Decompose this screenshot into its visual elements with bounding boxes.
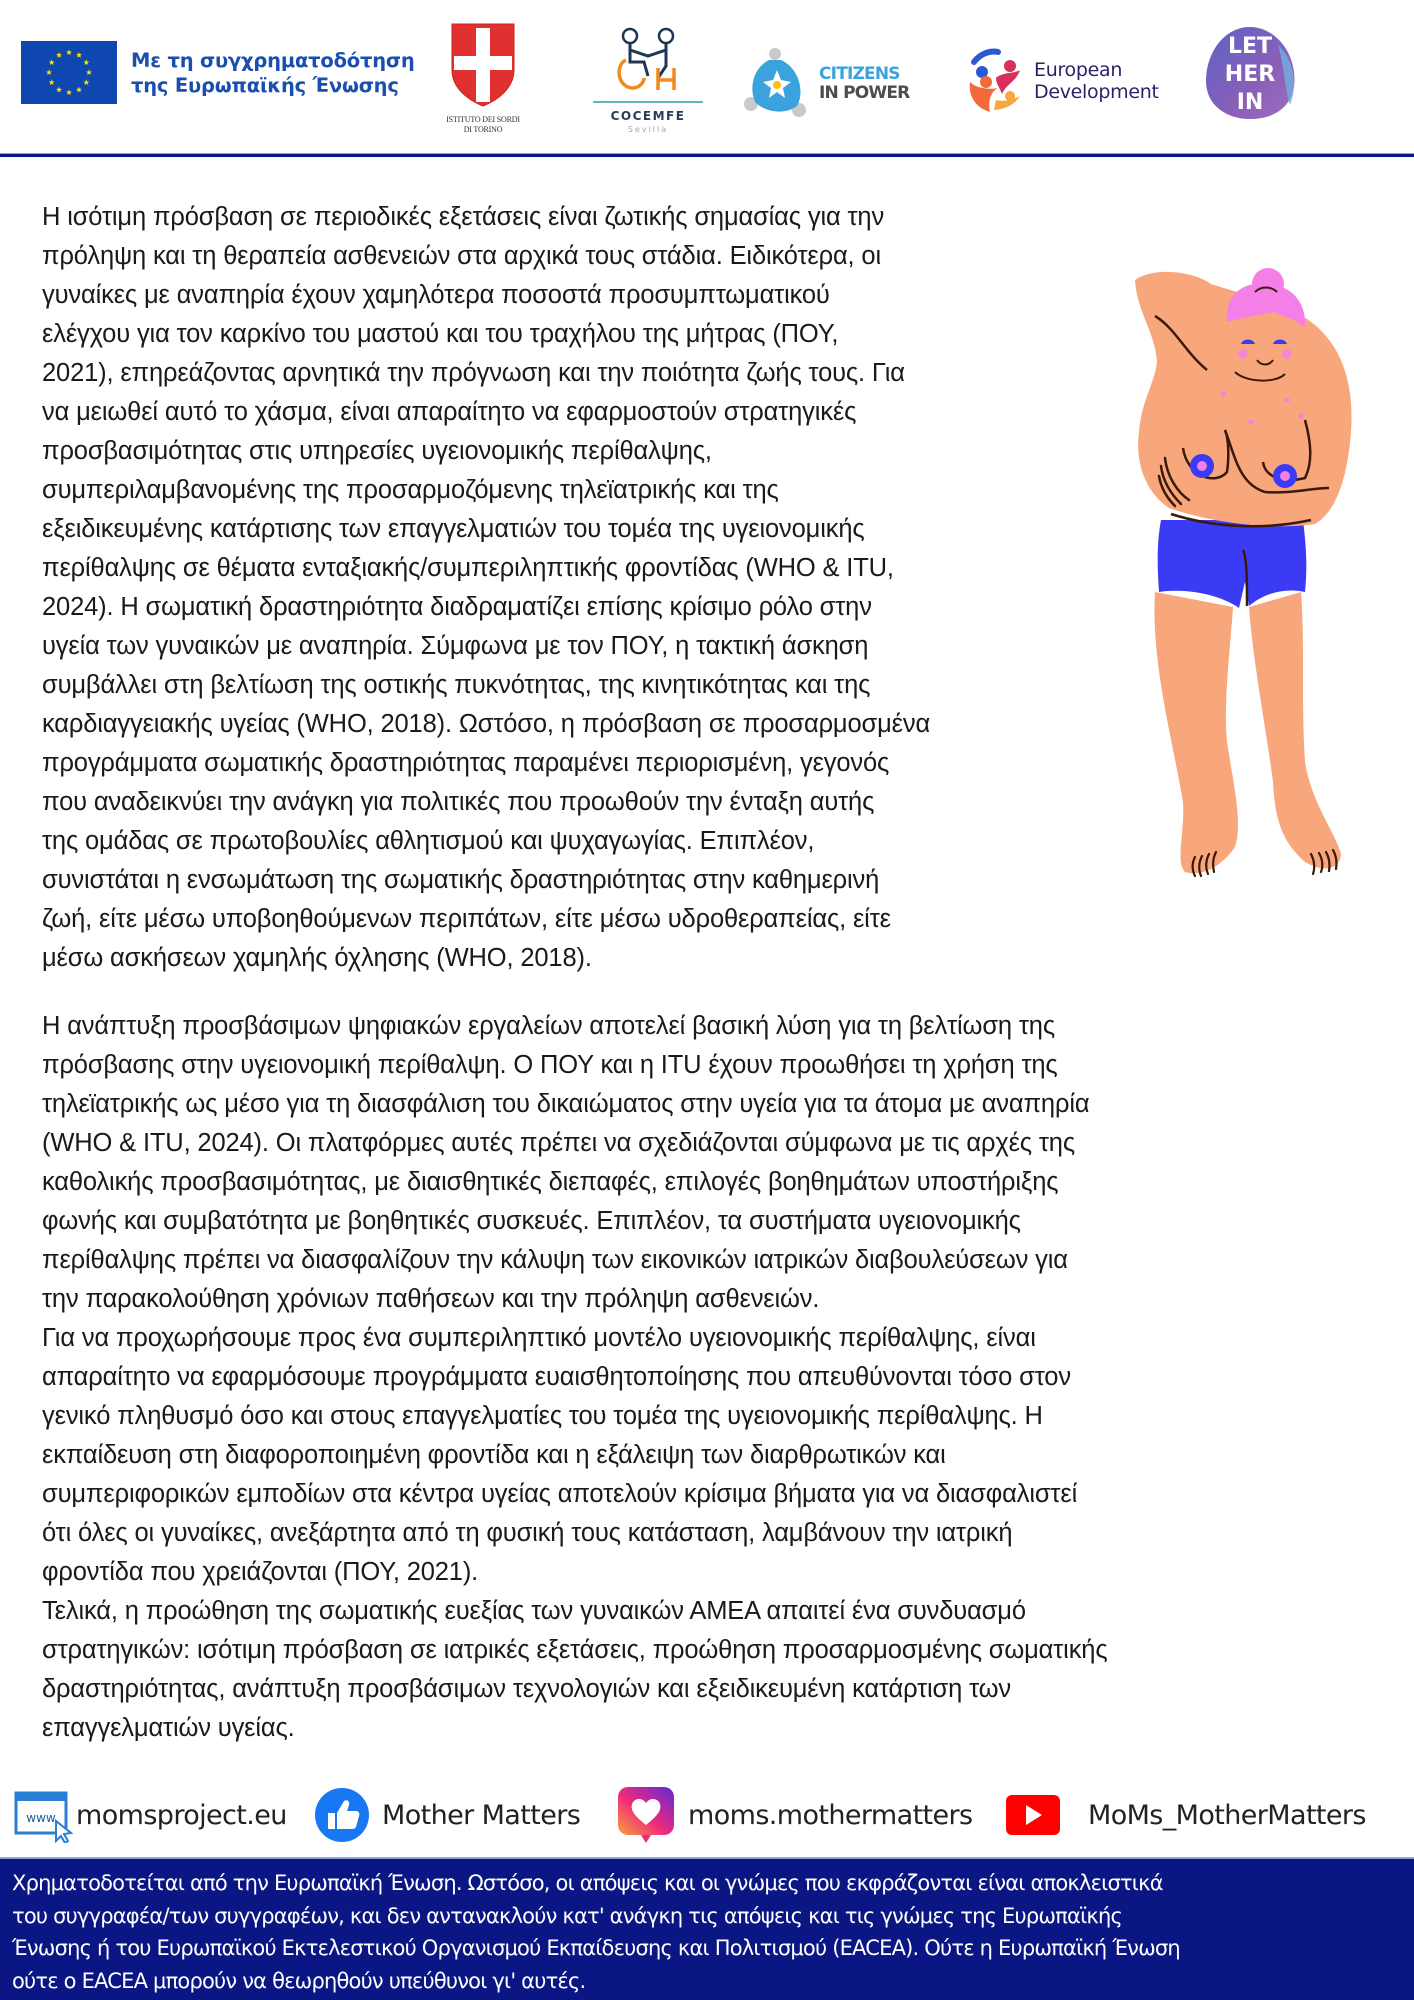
text-line: Η ισότιμη πρόσβαση σε περιοδικές εξετάσεις είναι ζωτικής σημασίας για την bbox=[42, 203, 885, 231]
text-line: περίθαλψης σε θέματα ενταξιακής/συμπεριληπτικής φροντίδας (WHO & ITU, bbox=[42, 554, 894, 582]
social-link-instagram[interactable] bbox=[616, 1787, 973, 1843]
woman-self-exam-illustration bbox=[1115, 262, 1375, 892]
istituto-sordi-logo bbox=[438, 22, 528, 134]
text-line: τηλεϊατρικής ως μέσο για τη διασφάλιση του δικαιώματος στην υγεία για τα άτομα με αναπηρία bbox=[42, 1090, 1090, 1118]
eu-star bbox=[49, 79, 55, 85]
text-line: πρόσβασης στην υγειονομική περίθαλψη. Ο ΠΟΥ και η ITU έχουν προωθήσει τη χρήση της bbox=[42, 1051, 1058, 1079]
header-divider bbox=[0, 153, 1414, 157]
text-line: επαγγελματιών υγείας. bbox=[42, 1714, 295, 1742]
website-label: momsproject.eu bbox=[76, 1799, 287, 1831]
text-line: υγεία των γυναικών με αναπηρία. Σύμφωνα με τον ΠΟΥ, η τακτική άσκηση bbox=[42, 632, 869, 660]
text-line: συμβάλλει στη βελτίωση της οστικής πυκνότητας, της κινητικότητας και της bbox=[42, 671, 871, 699]
citizens-star-icon bbox=[743, 48, 815, 120]
lether-line1: LET bbox=[1227, 34, 1273, 59]
text-line: της ομάδας σε πρωτοβουλίες αθλητισμού και ψυχαγωγίας. Επιπλέον, bbox=[42, 827, 815, 855]
paragraph-3 bbox=[42, 1319, 1382, 1592]
svg-text:www: www bbox=[26, 1811, 56, 1825]
eu-star bbox=[56, 52, 62, 58]
instagram-heart-icon bbox=[616, 1785, 678, 1845]
paragraph-4 bbox=[42, 1592, 1382, 1748]
instagram-label: moms.mothermatters bbox=[688, 1799, 973, 1831]
text-line: να μειωθεί αυτό το χάσμα, είναι απαραίτητο να εφαρμοστούν στρατηγικές bbox=[42, 398, 857, 426]
eurodev-line2: Development bbox=[1034, 81, 1159, 103]
sordi-line1: ISTITUTO DEI SORDI bbox=[446, 115, 520, 124]
text-line: Η ανάπτυξη προσβάσιμων ψηφιακών εργαλείων αποτελεί βασική λύση για τη βελτίωση της bbox=[42, 1012, 1055, 1040]
text-line: 2021), επηρεάζοντας αρνητικά την πρόγνωση και την ποιότητα ζωής τους. Για bbox=[42, 359, 905, 387]
text-line: του συγγραφέα/των συγγραφέων, και δεν αντανακλούν κατ' ανάγκη τις απόψεις και τις γνώμες της Ευρωπαϊκής bbox=[12, 1903, 1122, 1928]
www-icon bbox=[14, 1787, 76, 1843]
text-line: 2024). Η σωματική δραστηριότητα διαδραματίζει επίσης κρίσιμο ρόλο στην bbox=[42, 593, 872, 621]
text-line: γυναίκες με αναπηρία έχουν χαμηλότερα ποσοστά προσυμπτωματικού bbox=[42, 281, 830, 309]
citizens-line1: CITIZENS bbox=[819, 64, 900, 84]
youtube-label: MoMs_MotherMatters bbox=[1088, 1799, 1366, 1831]
eu-star bbox=[86, 69, 92, 75]
youtube-play-icon bbox=[1002, 1787, 1064, 1843]
social-link-youtube[interactable] bbox=[1002, 1787, 1366, 1843]
right-leg bbox=[1249, 592, 1341, 868]
text-line: Τελικά, η προώθηση της σωματικής ευεξίας των γυναικών ΑΜΕΑ απαιτεί ένα συνδυασμό bbox=[42, 1597, 1026, 1625]
text-line: εκπαίδευση στη διαφοροποιημένη φροντίδα και η εξάλειψη των διαρθρωτικών και bbox=[42, 1441, 946, 1469]
shorts bbox=[1158, 520, 1307, 608]
text-line: περίθαλψης πρέπει να διασφαλίζουν την κάλυψη των εικονικών ιατρικών διαβουλεύσεων για bbox=[42, 1246, 1068, 1274]
eu-star bbox=[56, 87, 62, 93]
text-line: συμπεριφορικών εμποδίων στα κέντρα υγείας αποτελούν κρίσιμα βήματα για να διασφαλιστεί bbox=[42, 1480, 1078, 1508]
text-line: προγράμματα σωματικής δραστηριότητας παραμένει περιορισμένη, γεγονός bbox=[42, 749, 890, 777]
text-line: γενικό πληθυσμό όσο και στους επαγγελματίες του τομέα της υγειονομικής περίθαλψης. Η bbox=[42, 1402, 1043, 1430]
cocemfe-name: COCEMFE bbox=[610, 109, 686, 123]
eu-star bbox=[83, 59, 89, 65]
text-line: ζωή, είτε μέσω υποβοηθούμενων περιπάτων, είτε μέσω υδροθεραπείας, είτε bbox=[42, 905, 891, 933]
paragraph-1 bbox=[42, 198, 1122, 978]
lether-line3: IN bbox=[1236, 90, 1264, 115]
wheelchair-handshake-icon bbox=[608, 26, 688, 94]
people-circle-icon bbox=[966, 48, 1028, 114]
text-line: Για να προχωρήσουμε προς ένα συμπεριληπτικό μοντέλο υγειονομικής περίθαλψης, είναι bbox=[42, 1324, 1036, 1352]
text-line: απαραίτητο να εφαρμόσουμε προγράμματα ευαισθητοποίησης που απευθύνονται τόσο στον bbox=[42, 1363, 1071, 1391]
text-line: φωνής και συμβατότητα με βοηθητικές συσκευές. Επιπλέον, τα συστήματα υγειονομικής bbox=[42, 1207, 1021, 1235]
text-line: καθολικής προσβασιμότητας, με διαισθητικές διεπαφές, επιλογές βοηθημάτων υποστήριξης bbox=[42, 1168, 1059, 1196]
text-line: συνιστάται η ενσωμάτωση της σωματικής δραστηριότητας στην καθημερινή bbox=[42, 866, 880, 894]
sordi-line2: DI TORINO bbox=[463, 125, 503, 134]
eu-star bbox=[76, 52, 82, 58]
eu-star bbox=[83, 79, 89, 85]
eu-logo-line1: Με τη συγχρηματοδότηση bbox=[131, 48, 415, 72]
text-line: ούτε ο EACEA μπορούν να θεωρηθούν υπεύθυνοι γι' αυτές. bbox=[12, 1968, 586, 1993]
text-line: που αναδεικνύει την ανάγκη για πολιτικές που προωθούν την ένταξη αυτής bbox=[42, 788, 875, 816]
eu-logo-line2: της Ευρωπαϊκής Ένωσης bbox=[131, 73, 399, 97]
european-development-logo bbox=[966, 46, 1159, 116]
facebook-label: Mother Matters bbox=[382, 1799, 581, 1831]
eu-star bbox=[66, 49, 72, 55]
text-line: πρόληψη και τη θεραπεία ασθενειών στα αρχικά τους στάδια. Ειδικότερα, οι bbox=[42, 242, 881, 270]
left-leg bbox=[1154, 592, 1237, 873]
text-line: ελέγχου για τον καρκίνο του μαστού και του τραχήλου της μήτρας (ΠΟΥ, bbox=[42, 320, 839, 348]
social-link-website[interactable] bbox=[14, 1787, 287, 1843]
eu-disclaimer-footer bbox=[0, 1857, 1414, 2000]
citizens-in-power-logo bbox=[743, 48, 909, 120]
cocemfe-divider bbox=[593, 101, 703, 103]
paragraph-2 bbox=[42, 1007, 1382, 1319]
eu-cofunded-logo bbox=[21, 41, 415, 104]
shield-cross-icon bbox=[448, 22, 518, 108]
citizens-line2: IN POWER bbox=[819, 83, 910, 103]
text-line: την παρακολούθηση χρόνιων παθήσεων και την πρόληψη ασθενειών. bbox=[42, 1285, 820, 1313]
text-line: φροντίδα που χρειάζονται (ΠΟΥ, 2021). bbox=[42, 1558, 479, 1586]
header-logos bbox=[0, 0, 1414, 152]
cocemfe-city: Sevilla bbox=[627, 125, 669, 134]
eurodev-line1: European bbox=[1034, 59, 1123, 81]
text-line: εξειδικευμένης κατάρτισης των επαγγελματιών του τομέα της υγειονομικής bbox=[42, 515, 865, 543]
text-line: (WHO & ITU, 2024). Οι πλατφόρμες αυτές πρέπει να σχεδιάζονται σύμφωνα με τις αρχές της bbox=[42, 1129, 1075, 1157]
eu-star bbox=[49, 59, 55, 65]
lether-line2: HER bbox=[1224, 62, 1276, 87]
text-line: προσβασιμότητας στις υπηρεσίες υγειονομικής περίθαλψης, bbox=[42, 437, 712, 465]
facebook-like-icon bbox=[314, 1787, 372, 1843]
social-link-facebook[interactable] bbox=[314, 1787, 580, 1843]
text-line: δραστηριότητας, ανάπτυξη προσβάσιμων τεχνολογιών και εξειδικευμένη κατάρτιση των bbox=[42, 1675, 1012, 1703]
eu-flag-icon bbox=[21, 41, 117, 104]
disclaimer-text bbox=[12, 1867, 1402, 1997]
eu-star bbox=[46, 69, 52, 75]
text-line: Χρηματοδοτείται από την Ευρωπαϊκή Ένωση. Ωστόσο, οι απόψεις και οι γνώμες που εκφράζονται είναι αποκλειστικά bbox=[12, 1871, 1163, 1895]
text-line: ότι όλες οι γυναίκες, ανεξάρτητα από τη φυσική τους κατάσταση, λαμβάνουν την ιατρική bbox=[42, 1519, 1013, 1547]
text-line: μέσω ασκήσεων χαμηλής όχλησης (WHO, 2018). bbox=[42, 944, 592, 972]
eu-star bbox=[76, 87, 82, 93]
text-line: καρδιαγγειακής υγείας (WHO, 2018). Ωστόσο, η πρόσβαση σε προσαρμοσμένα bbox=[42, 710, 931, 738]
social-links-bar bbox=[14, 1787, 1414, 1843]
text-line: Ένωσης ή του Ευρωπαϊκού Εκτελεστικού Οργανισμού Εκπαίδευσης και Πολιτισμού (EACEA). Ούτε η Ευρωπαϊκή Ένωση bbox=[12, 1936, 1180, 1960]
text-line: στρατηγικών: ισότιμη πρόσβαση σε ιατρικές εξετάσεις, προώθηση προσαρμοσμένης σωματικής bbox=[42, 1636, 1108, 1664]
text-line: συμπεριλαμβανομένης της προσαρμοζόμενης τηλεϊατρικής και της bbox=[42, 476, 779, 504]
cocemfe-logo bbox=[590, 26, 706, 136]
eu-star bbox=[66, 89, 72, 95]
let-her-in-logo bbox=[1202, 25, 1300, 121]
